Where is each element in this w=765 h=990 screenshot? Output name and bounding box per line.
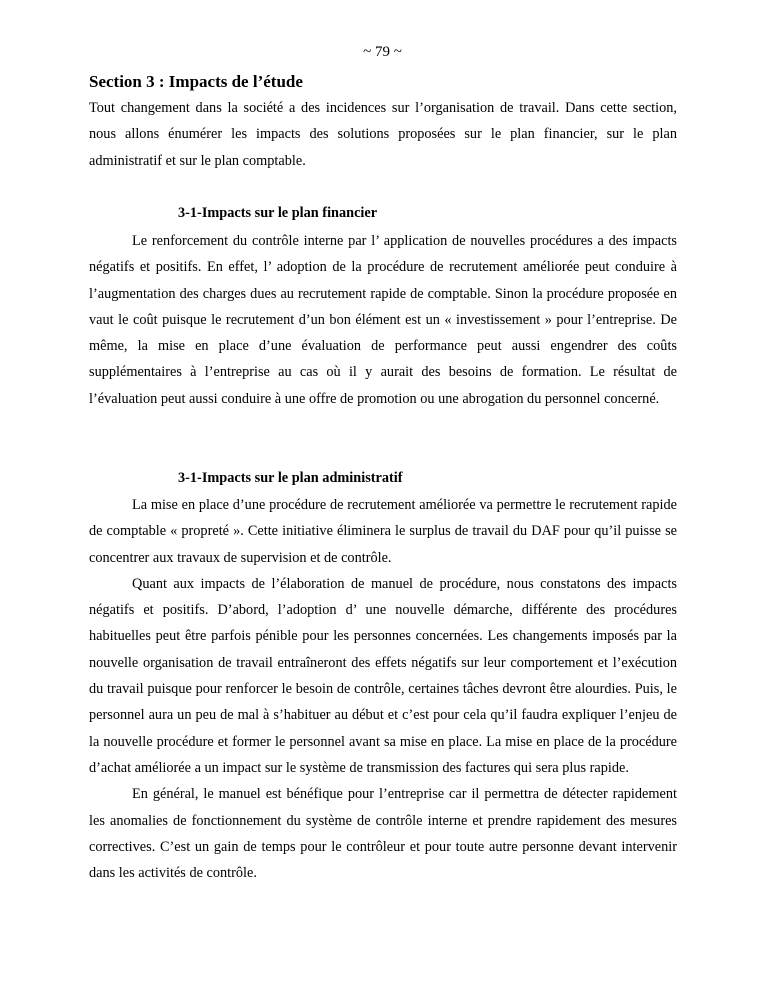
subsection-administrative-heading: 3-1-Impacts sur le plan administratif: [178, 470, 403, 486]
financial-paragraph: Le renforcement du contrôle interne par l’ application de nouvelles procédures a des impacts négatifs et positifs. En effet, l’ adoption de la procédure de recrutement améliorée peut conduire à l’augmentation des charges dues au recrutement rapide de comptable. Sinon la procédure proposée en vaut le coût puisque le recrutement d’un bon élément est un « investissement » pour l’entreprise. De même, la mise en place d’une évaluation de performance peut aussi engendrer des coûts supplémentaires à l’entreprise au cas où il y aurait des besoins de formation. Le résultat de l’évaluation peut aussi conduire à une offre de promotion ou une abrogation du personnel concerné.: [89, 233, 677, 407]
administrative-paragraph-1: La mise en place d’une procédure de recrutement améliorée va permettre le recrutement rapide de comptable « propreté ». Cette initiative éliminera le surplus de travail du DAF pour qu’il puisse se concentrer aux travaux de supervision et de contrôle.: [89, 497, 677, 566]
subsection-financial-body: [89, 228, 677, 412]
page-number: ~ 79 ~: [363, 44, 402, 60]
subsection-administrative-body: [89, 492, 677, 886]
administrative-paragraph-3: En général, le manuel est bénéfique pour l’entreprise car il permettra de détecter rapidement les anomalies de fonctionnement du système de contrôle interne et prendre rapidement des mesures correctives. C’est un gain de temps pour le contrôleur et pour toute autre personne devant intervenir dans les activités de contrôle.: [89, 786, 677, 882]
subsection-financial-heading: 3-1-Impacts sur le plan financier: [178, 205, 378, 221]
section-title: Section 3 : Impacts de l’étude: [89, 72, 303, 91]
intro-paragraph: [89, 95, 677, 174]
intro-text: Tout changement dans la société a des incidences sur l’organisation de travail. Dans cette section, nous allons énumérer les impacts des solutions proposées sur le plan financier, sur le plan administratif et sur le plan comptable.: [89, 100, 677, 169]
administrative-paragraph-2: Quant aux impacts de l’élaboration de manuel de procédure, nous constatons des impacts négatifs et positifs. D’abord, l’adoption d’ une nouvelle démarche, différente des procédures habituelles peut être parfois pénible pour les personnes concernées. Les changements imposés par la nouvelle organisation de travail entraîneront des effets négatifs sur leur comportement et l’exécution du travail puisque pour renforcer le besoin de contrôle, certaines tâches devront être alourdies. Puis, le personnel aura un peu de mal à s’habituer au début et c’est pour cela qu’il faudra expliquer l’enjeu de la nouvelle procédure et former le personnel avant sa mise en place. La mise en place de la procédure d’achat améliorée a un impact sur le système de transmission des factures qui sera plus rapide.: [89, 575, 677, 776]
